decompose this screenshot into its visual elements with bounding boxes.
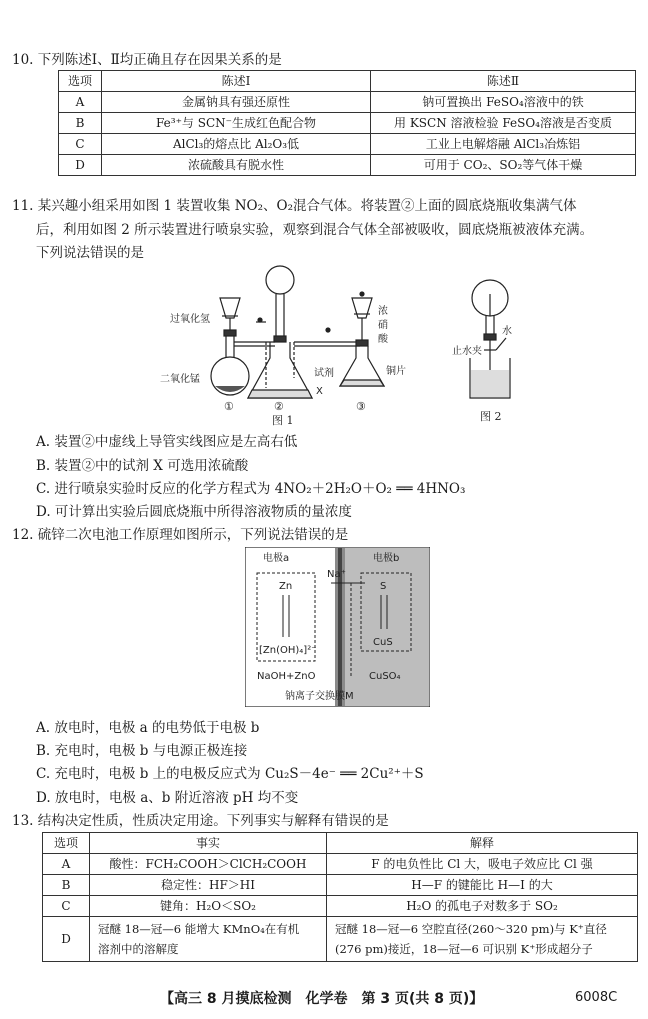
- label-nitric-2: 酸: [378, 334, 388, 345]
- label-hydrogen-peroxide: 过氧化氢: [170, 314, 210, 325]
- header-option: 选项: [43, 833, 90, 854]
- page-footer: 【高三 8 月摸底检测 化学卷 第 3 页(共 8 页)】: [160, 991, 484, 1007]
- label-reagent: 试剂: [314, 368, 334, 379]
- cell-explanation: F 的电负性比 Cl 大，吸电子效应比 Cl 强: [327, 854, 638, 875]
- flask-2: [248, 266, 360, 398]
- header-fact: 事实: [90, 833, 327, 854]
- label-water: 水: [502, 326, 512, 337]
- cell-statement-1: Fe³⁺与 SCN⁻生成红色配合物: [102, 113, 371, 134]
- q11-line-3: 下列说法错误的是: [36, 245, 144, 261]
- table-row: [59, 134, 636, 155]
- label-apparatus-1: ①: [224, 400, 234, 413]
- q11-option-b: B. 装置②中的试剂 X 可选用浓硫酸: [36, 458, 249, 474]
- cell-fact: 键角：H₂O＜SO₂: [90, 896, 327, 917]
- table-row: [59, 113, 636, 134]
- cell-statement-2: 可用于 CO₂、SO₂等气体干燥: [371, 155, 636, 176]
- fact-line-1: 冠醚 18—冠—6 能增大 KMnO₄在有机: [98, 922, 300, 936]
- table-row: [43, 854, 638, 875]
- label-right-solution: CuSO₄: [369, 671, 401, 682]
- q11-line-2: 后，利用如图 2 所示装置进行喷泉实验，观察到混合气体全部被吸收，圆底烧瓶被液体充满。: [36, 222, 594, 238]
- figure-2-caption: 图 2: [480, 410, 502, 423]
- label-concentrated: 浓: [378, 306, 388, 317]
- label-zincate: [Zn(OH)₄]²⁻: [259, 645, 317, 656]
- cell-option: B: [43, 875, 90, 896]
- fact-line-2: 溶剂中的溶解度: [98, 942, 179, 956]
- cell-explanation: H₂O 的孤电子对数多于 SO₂: [327, 896, 638, 917]
- cell-statement-2: 用 KSCN 溶液检验 FeSO₄溶液是否变质: [371, 113, 636, 134]
- cell-statement-2: 钠可置换出 FeSO₄溶液中的铁: [371, 92, 636, 113]
- header-statement-1: 陈述Ⅰ: [102, 71, 371, 92]
- label-sodium-ion: Na⁺: [327, 569, 346, 580]
- cell-fact: 稳定性：HF＞HI: [90, 875, 327, 896]
- q13-title: 13. 结构决定性质，性质决定用途。下列事实与解释有错误的是: [12, 813, 389, 829]
- header-explanation: 解释: [327, 833, 638, 854]
- table-header-row: [43, 833, 638, 854]
- table-header-row: [59, 71, 636, 92]
- label-apparatus-3: ③: [356, 400, 366, 413]
- cell-explanation: [327, 917, 638, 962]
- table-row: [43, 896, 638, 917]
- table-row: [59, 92, 636, 113]
- q12-option-c: C. 充电时，电极 b 上的电极反应式为 Cu₂S－4e⁻ ══ 2Cu²⁺＋S: [36, 766, 424, 782]
- label-copper-sulfide: CuS: [373, 637, 393, 648]
- q12-option-d: D. 放电时，电极 a、b 附近溶液 pH 均不变: [36, 790, 299, 806]
- q10-title: 10. 下列陈述Ⅰ、Ⅱ均正确且存在因果关系的是: [12, 52, 282, 68]
- label-copper: 铜片: [386, 366, 406, 377]
- flask-1: [211, 298, 275, 395]
- label-nitric-1: 硝: [378, 320, 388, 331]
- cell-option: A: [43, 854, 90, 875]
- q10-table: [58, 70, 636, 176]
- label-zinc: Zn: [279, 581, 293, 592]
- label-manganese-dioxide: 二氧化锰: [160, 374, 200, 385]
- header-statement-2: 陈述Ⅱ: [371, 71, 636, 92]
- q11-option-a: A. 装置②中虚线上导管实线图应是左高右低: [36, 434, 298, 450]
- cell-statement-1: 浓硫酸具有脱水性: [102, 155, 371, 176]
- header-option: 选项: [59, 71, 102, 92]
- cell-statement-1: 金属钠具有强还原性: [102, 92, 371, 113]
- fountain-apparatus: [470, 280, 510, 398]
- table-row: [59, 155, 636, 176]
- cell-statement-2: 工业上电解熔融 AlCl₃冶炼铝: [371, 134, 636, 155]
- label-electrode-b: 电极b: [373, 553, 400, 564]
- cell-option: C: [59, 134, 102, 155]
- paper-code: 6008C: [575, 990, 618, 1005]
- explanation-line-2: (276 pm)接近，18—冠—6 可识别 K⁺形成超分子: [335, 942, 593, 956]
- q12-option-a: A. 放电时，电极 a 的电势低于电极 b: [36, 720, 260, 736]
- label-sulfur: S: [380, 581, 387, 592]
- cell-fact: 酸性：FCH₂COOH＞ClCH₂COOH: [90, 854, 327, 875]
- cell-fact: [90, 917, 327, 962]
- cell-option: A: [59, 92, 102, 113]
- cell-statement-1: AlCl₃的熔点比 Al₂O₃低: [102, 134, 371, 155]
- label-clamp: 止水夹: [452, 346, 482, 357]
- cell-explanation: H—F 的键能比 H—I 的大: [327, 875, 638, 896]
- table-row: [43, 917, 638, 962]
- explanation-line-1: 冠醚 18—冠—6 空腔直径(260～320 pm)与 K⁺直径: [335, 922, 607, 936]
- table-row: [43, 875, 638, 896]
- battery-diagram: [245, 547, 430, 707]
- q11-line-1: 11. 某兴趣小组采用如图 1 装置收集 NO₂、O₂混合气体。将装置②上面的圆底烧瓶收集满气体: [12, 198, 577, 214]
- figure-1-caption: 图 1: [272, 414, 294, 427]
- q12-title: 12. 硫锌二次电池工作原理如图所示，下列说法错误的是: [12, 527, 349, 543]
- cell-option: C: [43, 896, 90, 917]
- label-left-solution: NaOH+ZnO: [257, 671, 316, 682]
- cell-option: B: [59, 113, 102, 134]
- cell-option: D: [59, 155, 102, 176]
- q12-option-b: B. 充电时，电极 b 与电源正极连接: [36, 743, 248, 759]
- cell-option: D: [43, 917, 90, 962]
- label-apparatus-2: ②: [274, 400, 284, 413]
- label-reagent-x: X: [316, 386, 323, 397]
- label-membrane: 钠离子交换膜M: [285, 691, 354, 702]
- figure-1-apparatus: [160, 258, 560, 428]
- q11-option-d: D. 可计算出实验后圆底烧瓶中所得溶液物质的量浓度: [36, 504, 352, 520]
- label-electrode-a: 电极a: [263, 553, 290, 564]
- q13-table: [42, 832, 638, 962]
- q11-option-c: C. 进行喷泉实验时反应的化学方程式为 4NO₂＋2H₂O＋O₂ ══ 4HNO₃: [36, 481, 466, 497]
